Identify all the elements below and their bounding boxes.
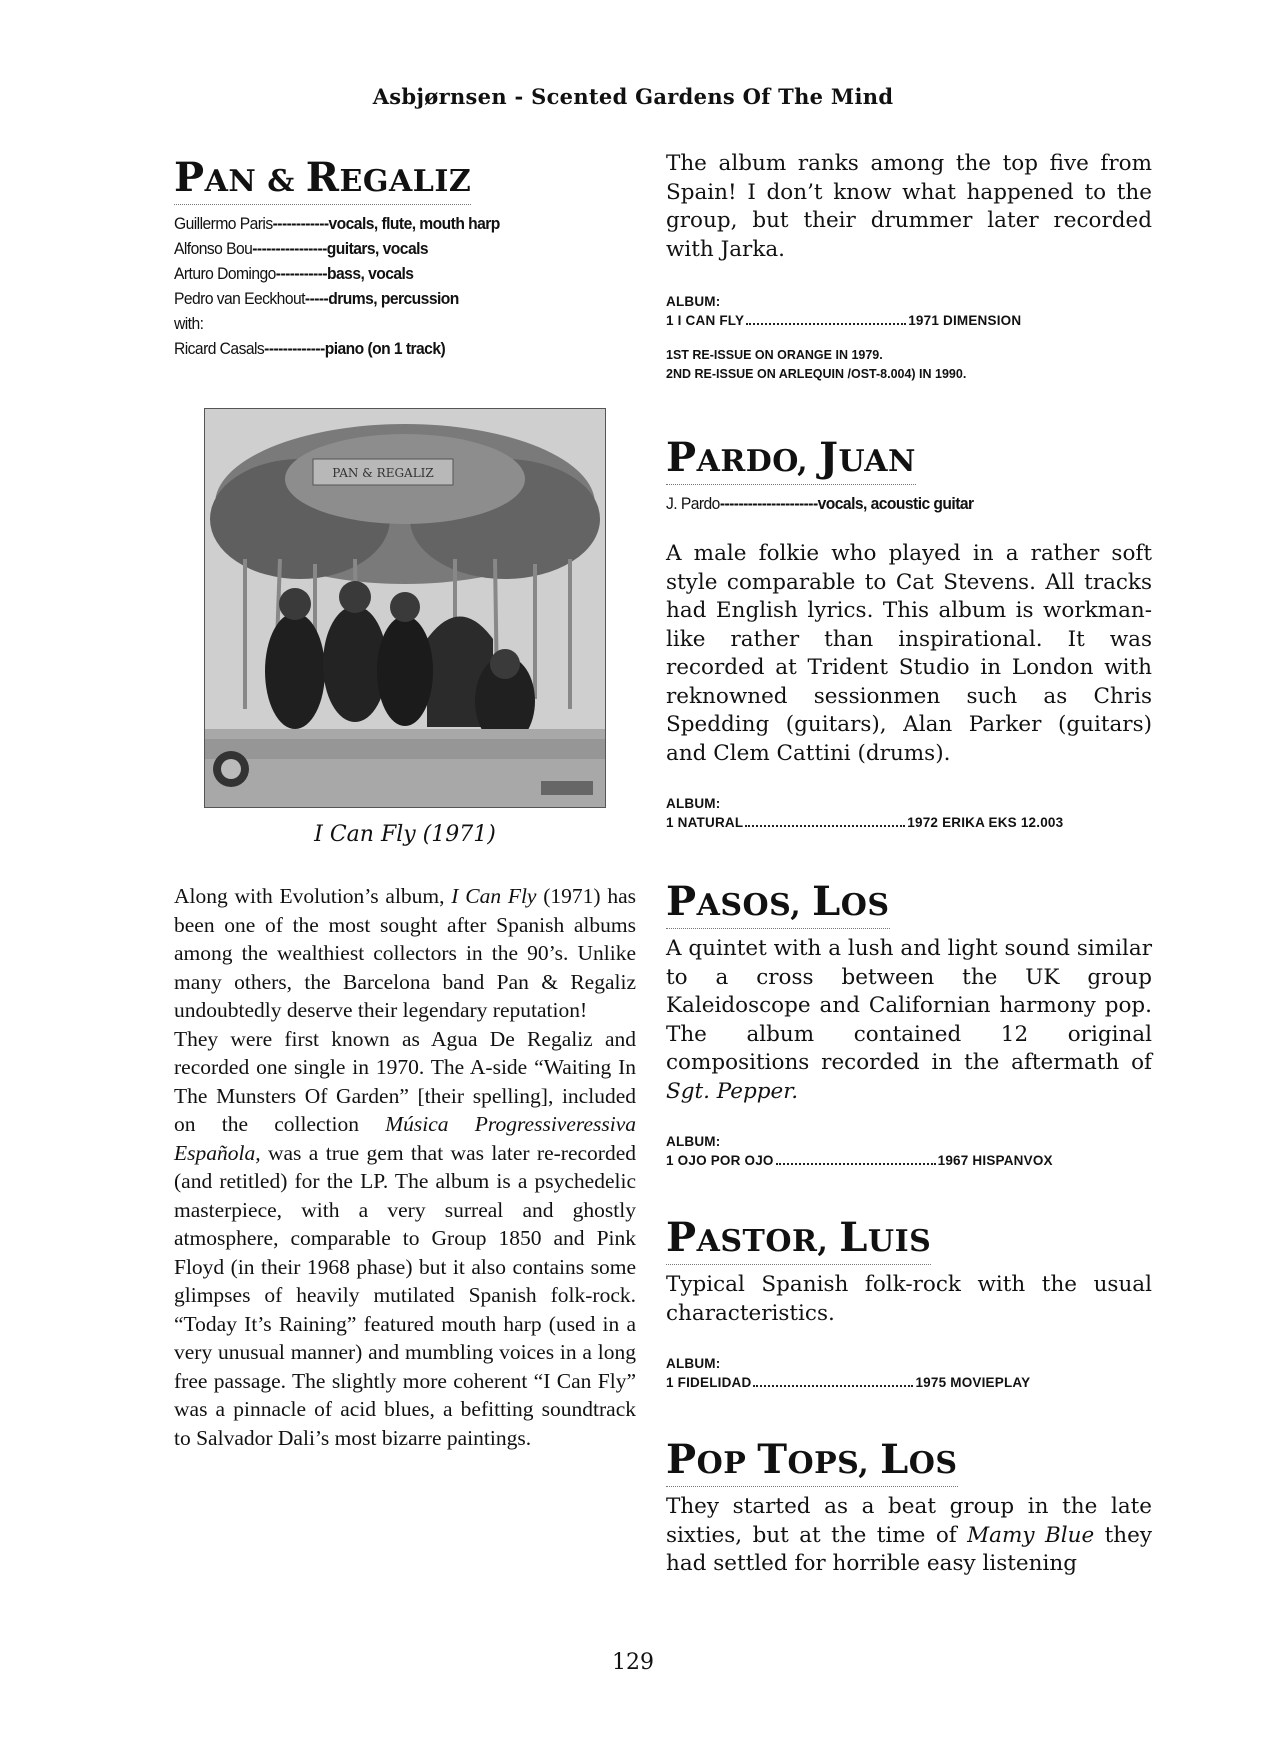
title-part: ASTOR, <box>696 1224 840 1259</box>
album-row <box>666 813 1152 832</box>
album-release: 1971 DIMENSION <box>908 313 1022 328</box>
lineup-row <box>174 311 599 336</box>
text-run: A quintet with a lush and light sound similar to a cross between the UK group Kaleidoscope and Californian harmony pop. The album contained 12 original compositions recorded in the aftermath of <box>666 936 1152 1075</box>
reissue-note: 2ND RE-ISSUE ON ARLEQUIN /OST-8.004) IN 1990. <box>666 367 967 381</box>
dot-leader <box>746 311 906 325</box>
dot-leader <box>776 1151 936 1165</box>
album-listing <box>666 794 1152 832</box>
title-part: AN & <box>204 164 306 199</box>
entry-pop-tops <box>666 1436 1152 1579</box>
cover-caption: I Can Fly (1971) <box>314 822 496 847</box>
member-name: with: <box>174 314 204 333</box>
song-title-italic: Mamy Blue <box>967 1522 1095 1548</box>
entry-title-pardo <box>666 434 916 485</box>
album-row <box>666 1151 1152 1170</box>
entry-pasos <box>666 878 1152 1170</box>
text-run: they had settled for horrible easy listening <box>666 1522 1152 1576</box>
member-name: Guillermo Paris <box>174 214 273 233</box>
title-letter: R <box>305 154 340 201</box>
member-role: bass, vocals <box>327 264 414 283</box>
reissue-notes <box>666 346 1152 384</box>
pan-regaliz-continued: The album ranks among the top five from Spain! I don’t know what happened to the group, but their drummer later recorded with Jarka. <box>666 151 1152 262</box>
lineup-row <box>174 236 599 261</box>
title-letter: T <box>757 1436 788 1483</box>
album-title-italic: Sgt. Pepper. <box>666 1078 799 1104</box>
pan-regaliz-body <box>174 882 636 1452</box>
album-label: ALBUM: <box>666 294 721 309</box>
page-number: 129 <box>612 1650 654 1675</box>
title-part: OPS, <box>787 1446 881 1481</box>
entry-title-pop-tops <box>666 1436 958 1487</box>
album-cover-image <box>204 408 606 808</box>
album-listing <box>666 1354 1152 1392</box>
running-header: Asbjørnsen - Scented Gardens Of The Mind <box>372 84 894 109</box>
body-paragraph-1 <box>174 882 636 1025</box>
album-title-italic: I Can Fly <box>451 884 537 908</box>
text-run: was a true gem that was later re-recorded (and retitled) for the LP. The album is a psychedelic masterpiece, with a very surreal and ghostly atmosphere, comparable to Group 1850 and Pink Floyd (in their 1968 phase) but it also contains some glimpses of heavily mutilated Spanish folk-rock. “Today It’s Raining” featured mouth harp (used in a very unusual manner) and mumbling voices in a long free passage. The slightly more coherent “I Can Fly” was a pinnacle of acid blues, a befitting soundtrack to Salvador Dali’s most bizarre paintings. <box>174 1140 636 1450</box>
member-name: Arturo Domingo <box>174 264 276 283</box>
collection-title-italic: Música Progressiveressiva Española, <box>174 1112 636 1165</box>
album-cover-illustration <box>205 409 605 807</box>
member-role: vocals, flute, mouth harp <box>328 214 500 233</box>
dash-leader: --------------------- <box>719 494 818 513</box>
text-run: (1971) has been one of the most sought after Spanish albums among the wealthiest collectors in the 90’s. Unlike many others, the Barcelona band Pan & Regaliz undoubtedly deserve their legendary reputation! <box>174 884 636 1022</box>
member-name: Alfonso Bou <box>174 239 253 258</box>
dot-leader <box>753 1373 913 1387</box>
album-release: 1967 HISPANVOX <box>937 1153 1053 1168</box>
album-title: 1 OJO POR OJO <box>666 1153 774 1168</box>
dash-leader: ---------------- <box>252 239 327 258</box>
lineup-row <box>174 211 599 236</box>
dash-leader: ----- <box>304 289 329 308</box>
title-part: ASOS, <box>696 888 813 923</box>
album-title: 1 I CAN FLY <box>666 313 745 328</box>
title-letter: P <box>666 1436 697 1483</box>
dot-leader <box>745 813 905 827</box>
title-letter: P <box>666 1214 697 1261</box>
title-part: OP <box>696 1446 758 1481</box>
title-letter: L <box>839 1214 868 1261</box>
dash-leader: ------------- <box>264 339 325 358</box>
album-listing <box>666 1132 1152 1170</box>
reissue-note: 1ST RE-ISSUE ON ORANGE IN 1979. <box>666 348 883 362</box>
pasos-body <box>666 935 1152 1106</box>
member-role: vocals, acoustic guitar <box>817 494 974 513</box>
album-label: ALBUM: <box>666 1134 721 1149</box>
member-role: guitars, vocals <box>326 239 429 258</box>
member-name: Pedro van Eeckhout <box>174 289 305 308</box>
entry-pastor <box>666 1214 1152 1392</box>
member-role: drums, percussion <box>328 289 459 308</box>
title-letter: P <box>666 434 697 481</box>
title-letter: L <box>880 1436 909 1483</box>
album-release: 1972 ERIKA EKS 12.003 <box>907 815 1064 830</box>
dash-leader: ----------- <box>275 264 328 283</box>
member-role: piano (on 1 track) <box>324 339 446 358</box>
album-label: ALBUM: <box>666 1356 721 1371</box>
title-letter: P <box>174 154 205 201</box>
album-label: ALBUM: <box>666 796 721 811</box>
lineup-list <box>174 211 636 361</box>
left-column <box>174 154 636 361</box>
entry-title-pan-regaliz <box>174 154 472 205</box>
pardo-body: A male folkie who played in a rather soft style comparable to Cat Stevens. All tracks had English lyrics. This album is workman-like rather than inspirational. It was recorded at Trident Studio in London with reknowned sessionmen such as Chris Spedding (guitars), Alan Parker (guitars) and Clem Cattini (drums). <box>666 541 1152 766</box>
right-column <box>666 150 1152 1579</box>
lineup-row <box>174 286 599 311</box>
title-part: ARDO, <box>696 444 820 479</box>
dash-leader: ------------ <box>272 214 329 233</box>
title-letter: J <box>819 434 839 481</box>
pop-tops-body <box>666 1493 1152 1579</box>
title-part: EGALIZ <box>339 164 472 199</box>
album-title: 1 NATURAL <box>666 815 744 830</box>
lineup-row <box>666 491 1113 516</box>
pastor-body: Typical Spanish folk-rock with the usual characteristics. <box>666 1272 1152 1326</box>
entry-pardo <box>666 434 1152 832</box>
title-part: OS <box>840 888 890 923</box>
body-paragraph-2 <box>174 1025 636 1453</box>
album-release: 1975 MOVIEPLAY <box>915 1375 1031 1390</box>
title-letter: P <box>666 878 697 925</box>
entry-title-pasos <box>666 878 890 929</box>
text-run: Along with Evolution’s album, <box>174 884 452 908</box>
lineup-row <box>174 261 599 286</box>
lineup-row <box>174 336 599 361</box>
member-name: Ricard Casals <box>174 339 265 358</box>
member-name: J. Pardo <box>666 494 720 513</box>
title-part: UAN <box>838 444 916 479</box>
entry-title-pastor <box>666 1214 932 1265</box>
album-title: 1 FIDELIDAD <box>666 1375 752 1390</box>
title-part: OS <box>908 1446 958 1481</box>
cover-title-text: PAN & REGALIZ <box>332 466 434 480</box>
text-run: They were first known as Agua De Regaliz and recorded one single in 1970. The A-side “Waiting In The Munsters Of Garden” [their spelling], included on the collection <box>174 1026 636 1136</box>
album-listing <box>666 292 1152 330</box>
album-row <box>666 1373 1152 1392</box>
title-letter: L <box>812 878 841 925</box>
text-run: They started as a beat group in the late sixties, but at the time of <box>666 1494 1152 1548</box>
album-row <box>666 311 1152 330</box>
title-part: UIS <box>867 1224 932 1259</box>
